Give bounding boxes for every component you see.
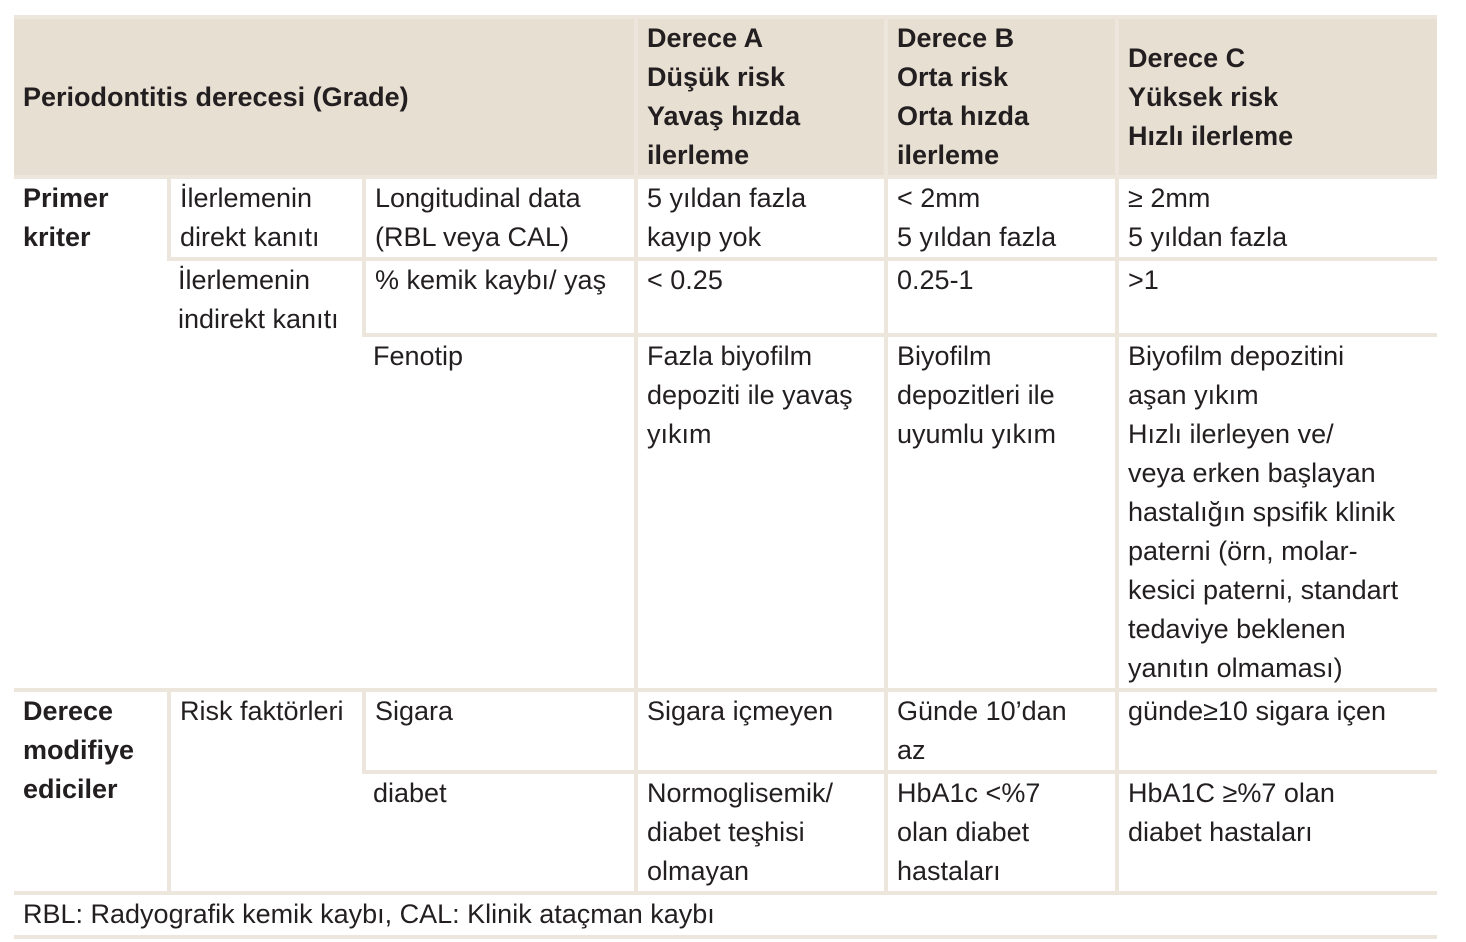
cell-line: veya erken başlayan [1128, 458, 1376, 488]
measure-line: diabet [373, 778, 447, 808]
cell-line: 5 yıldan fazla [1128, 222, 1288, 252]
cell-line: hastalığın spsifik klinik [1128, 497, 1396, 527]
measure-cell [364, 259, 636, 335]
grade-label: Periodontitis derecesi (Grade) [23, 81, 409, 112]
grade-b-risk: Orta risk [897, 62, 1009, 92]
cell-line: Biyofilm depozitini [1128, 341, 1345, 371]
grade-b-cell [886, 259, 1117, 335]
table-row [14, 177, 1437, 259]
cell-line: olmayan [647, 856, 750, 886]
grade-b-cell [886, 177, 1117, 259]
grade-c-cell [1117, 259, 1437, 335]
risk-factors-cell [169, 690, 364, 893]
cell-line: paterni (örn, molar- [1128, 536, 1358, 566]
primer-label-cont: kriter [23, 222, 91, 252]
cell-line: Biyofilm [897, 341, 992, 371]
cell-line: HbA1C ≥%7 olan [1128, 778, 1335, 808]
grade-b-title: Derece B [897, 23, 1015, 53]
primer-criteria-cell [14, 177, 169, 690]
grade-c-risk: Yüksek risk [1128, 81, 1279, 112]
cell-line: ≥ 2mm [1128, 183, 1211, 213]
cell-line: diabet teşhisi [647, 817, 805, 847]
risk-factors-label: Risk faktörleri [180, 696, 344, 726]
grade-b-cell [886, 335, 1117, 690]
table-row [14, 259, 1437, 335]
grade-label-cell [14, 17, 636, 177]
cell-line: depozitleri ile [897, 380, 1055, 410]
periodontitis-grade-table [14, 15, 1437, 939]
measure-line: % kemik kaybı/ yaş [375, 265, 607, 295]
cell-line: diabet hastaları [1128, 817, 1313, 847]
modifiers-label: Derece [23, 696, 114, 726]
indirect-evidence-cell [169, 259, 364, 690]
cell-line: Hızlı ilerleyen ve/ [1128, 419, 1334, 449]
cell-line: < 0.25 [647, 265, 723, 295]
cell-line: Sigara içmeyen [647, 696, 834, 726]
header-row [14, 17, 1437, 177]
cell-line: Normoglisemik/ [647, 778, 834, 808]
cell-line: tedaviye beklenen [1128, 614, 1346, 644]
grade-a-header [636, 17, 886, 177]
grade-a-speed-cont: ilerleme [647, 140, 750, 170]
grade-b-header [886, 17, 1117, 177]
grade-b-speed: Orta hızda [897, 101, 1030, 131]
grade-c-header [1117, 17, 1437, 177]
grade-b-cell [886, 690, 1117, 772]
modifiers-cell [14, 690, 169, 893]
grade-c-cell [1117, 772, 1437, 893]
grade-c-cell [1117, 335, 1437, 690]
cell-line: az [897, 735, 926, 765]
measure-line: Longitudinal data [375, 183, 581, 213]
primer-label: Primer [23, 183, 109, 213]
grade-c-cell [1117, 690, 1437, 772]
grade-a-cell [636, 690, 886, 772]
direct-evidence-line: direkt kanıtı [180, 222, 320, 252]
cell-line: 5 yıldan fazla [647, 183, 807, 213]
direct-evidence-line: İlerlemenin [180, 183, 313, 213]
grade-b-cell [886, 772, 1117, 893]
direct-evidence-cell [169, 177, 364, 259]
grade-a-cell [636, 177, 886, 259]
cell-line: günde≥10 sigara içen [1128, 696, 1387, 726]
grade-a-title: Derece A [647, 23, 764, 53]
modifiers-label: modifiye [23, 735, 135, 765]
cell-line: >1 [1128, 265, 1159, 295]
footnote-row [14, 893, 1437, 937]
cell-line: yıkım [647, 419, 712, 449]
grade-c-cell [1117, 177, 1437, 259]
measure-cell [364, 177, 636, 259]
measure-cell [364, 690, 636, 772]
indirect-evidence-line: indirekt kanıtı [178, 304, 339, 334]
cell-line: kayıp yok [647, 222, 762, 252]
cell-line: olan diabet [897, 817, 1030, 847]
measure-cell [364, 335, 636, 690]
measure-line: Fenotip [373, 341, 464, 371]
cell-line: uyumlu yıkım [897, 419, 1057, 449]
cell-line: depoziti ile yavaş [647, 380, 853, 410]
grade-b-speed-cont: ilerleme [897, 140, 1000, 170]
grade-a-cell [636, 335, 886, 690]
cell-line: 0.25-1 [897, 265, 974, 295]
cell-line: < 2mm [897, 183, 981, 213]
grade-a-cell [636, 259, 886, 335]
table-row [14, 690, 1437, 772]
cell-line: hastaları [897, 856, 1001, 886]
footnote: RBL: Radyografik kemik kaybı, CAL: Klinik ataçman kaybı [14, 893, 1437, 937]
measure-line: (RBL veya CAL) [375, 222, 570, 252]
grade-a-speed: Yavaş hızda [647, 101, 801, 131]
cell-line: Fazla biyofilm [647, 341, 813, 371]
measure-line: Sigara [375, 696, 454, 726]
modifiers-label: ediciler [23, 774, 118, 804]
cell-line: kesici paterni, standart [1128, 575, 1399, 605]
cell-line: HbA1c <%7 [897, 778, 1041, 808]
cell-line: 5 yıldan fazla [897, 222, 1057, 252]
cell-line: yanıtın olmaması) [1128, 653, 1343, 683]
measure-cell [364, 772, 636, 893]
indirect-evidence-line: İlerlemenin [178, 265, 311, 295]
grade-c-speed: Hızlı ilerleme [1128, 120, 1294, 151]
grade-a-risk: Düşük risk [647, 62, 786, 92]
grade-a-cell [636, 772, 886, 893]
grade-c-title: Derece C [1128, 42, 1246, 73]
cell-line: aşan yıkım [1128, 380, 1259, 410]
cell-line: Günde 10’dan [897, 696, 1067, 726]
